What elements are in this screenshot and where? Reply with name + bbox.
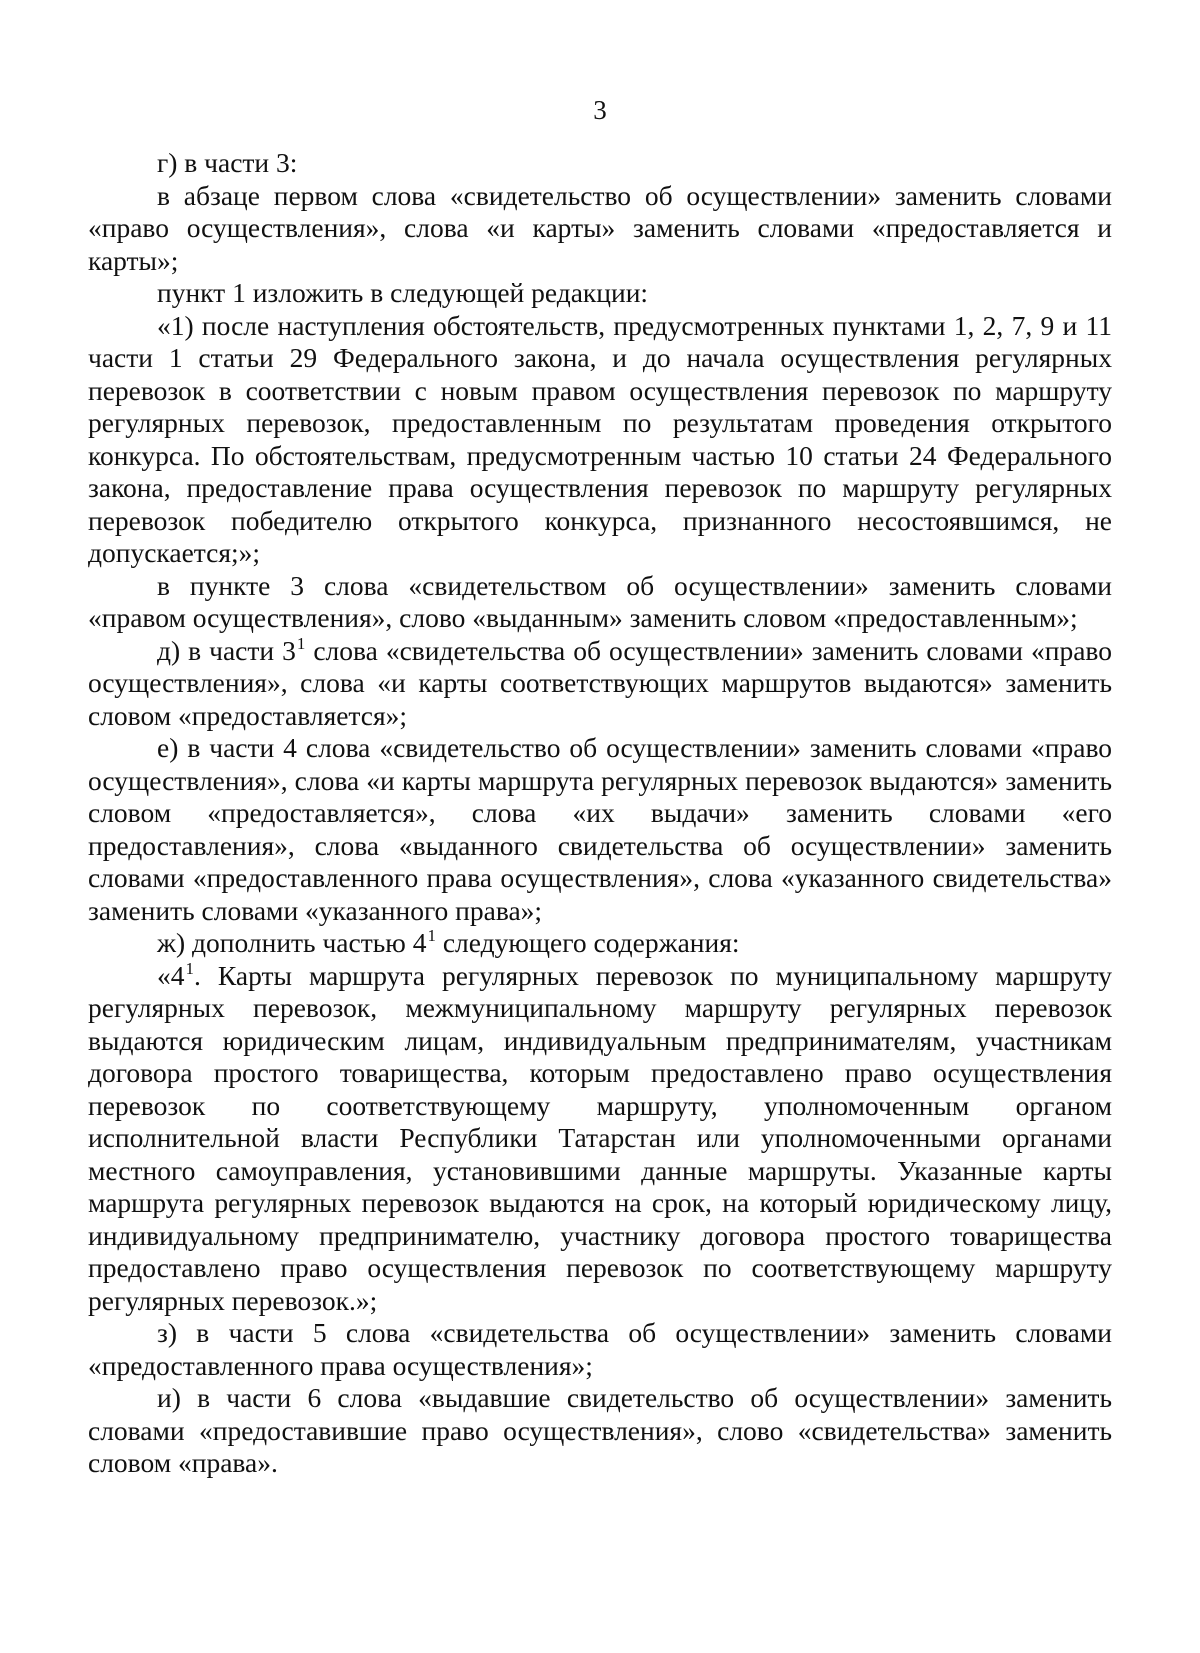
- paragraph-punkt-1-text: «1) после наступления обстоятельств, предусмотренных пунктами 1, 2, 7, 9 и 11 части 1 статьи 29 Федерального закона, и до начала осуществления регулярных перевозок в соответствии с новым правом осуществления перевозок по маршруту регулярных перевозок, предоставленным по результатам проведения открытого конкурса. По обстоятельствам, предусмотренным частью 10 статьи 24 Федерального закона, предоставление права осуществления перевозок по маршруту регулярных перевозок победителю открытого конкурса, признанного несостоявшимся, не допускается;»;: [88, 309, 1112, 568]
- superscript: 1: [427, 926, 436, 945]
- paragraph-item-zh: [88, 927, 1112, 960]
- paragraph-item-d-rest: слова «свидетельства об осуществлении» заменить словами «право осуществления», слова «и карты соответствующих маршрутов выдаются» заменить словом «предоставляется»;: [88, 634, 1112, 731]
- paragraph-punkt-1-intro: пункт 1 изложить в следующей редакции:: [157, 277, 649, 308]
- paragraph-part-4-1-text: [88, 960, 1112, 1318]
- superscript: 1: [185, 958, 194, 978]
- page-number: 3: [593, 95, 607, 125]
- paragraph-first-abzac: в абзаце первом слова «свидетельство об осуществлении» заменить словами «право осуществления», слова «и карты» заменить словами «предоставляется и карты»;: [88, 179, 1112, 276]
- paragraph-item-e: е) в части 4 слова «свидетельство об осуществлении» заменить словами «право осуществления», слова «и карты маршрута регулярных перевозок выдаются» заменить словом «предоставляется», слова «их выдачи» заменить словами «его предоставления», слова «выданного свидетельства об осуществлении» заменить словами «предоставленного права осуществления», слова «указанного свидетельства» заменить словами «указанного права»;: [88, 732, 1112, 926]
- paragraph-item-d: [88, 635, 1112, 733]
- paragraph-item-i: и) в части 6 слова «выдавшие свидетельство об осуществлении» заменить словами «предоставившие право осуществления», слово «свидетельства» заменить словом «права».: [88, 1382, 1112, 1478]
- document-body: [88, 147, 1112, 1480]
- paragraph-item-zh-rest: следующего содержания:: [435, 927, 740, 958]
- paragraph-part-4-1-lead: «4: [157, 959, 185, 991]
- paragraph-item-g: г) в части 3:: [157, 147, 298, 178]
- superscript: 1: [296, 633, 306, 653]
- paragraph-item-z: з) в части 5 слова «свидетельства об осуществлении» заменить словами «предоставленного права осуществления»;: [88, 1317, 1112, 1381]
- paragraph-item-d-lead: д) в части 3: [157, 634, 296, 666]
- paragraph-item-zh-lead: ж) дополнить частью 4: [157, 927, 427, 958]
- paragraph-punkt-3: в пункте 3 слова «свидетельством об осуществлении» заменить словами «правом осуществления», слово «выданным» заменить словом «предоставленным»;: [88, 569, 1112, 633]
- paragraph-part-4-1-rest: . Карты маршрута регулярных перевозок по муниципальному маршруту регулярных перевозок, межмуниципальному маршруту регулярных перевозок выдаются юридическим лицам, индивидуальным предпринимателям, участникам договора простого товарищества, которым предоставлено право осуществления перевозок по соответствующему маршруту, уполномоченным органом исполнительной власти Республики Татарстан или уполномоченными органами местного самоуправления, установившими данные маршруты. Указанные карты маршрута регулярных перевозок выдаются на срок, на который юридическому лицу, индивидуальному предпринимателю, участнику договора простого товарищества предоставлено право осуществления перевозок по соответствующему маршруту регулярных перевозок.»;: [88, 959, 1112, 1316]
